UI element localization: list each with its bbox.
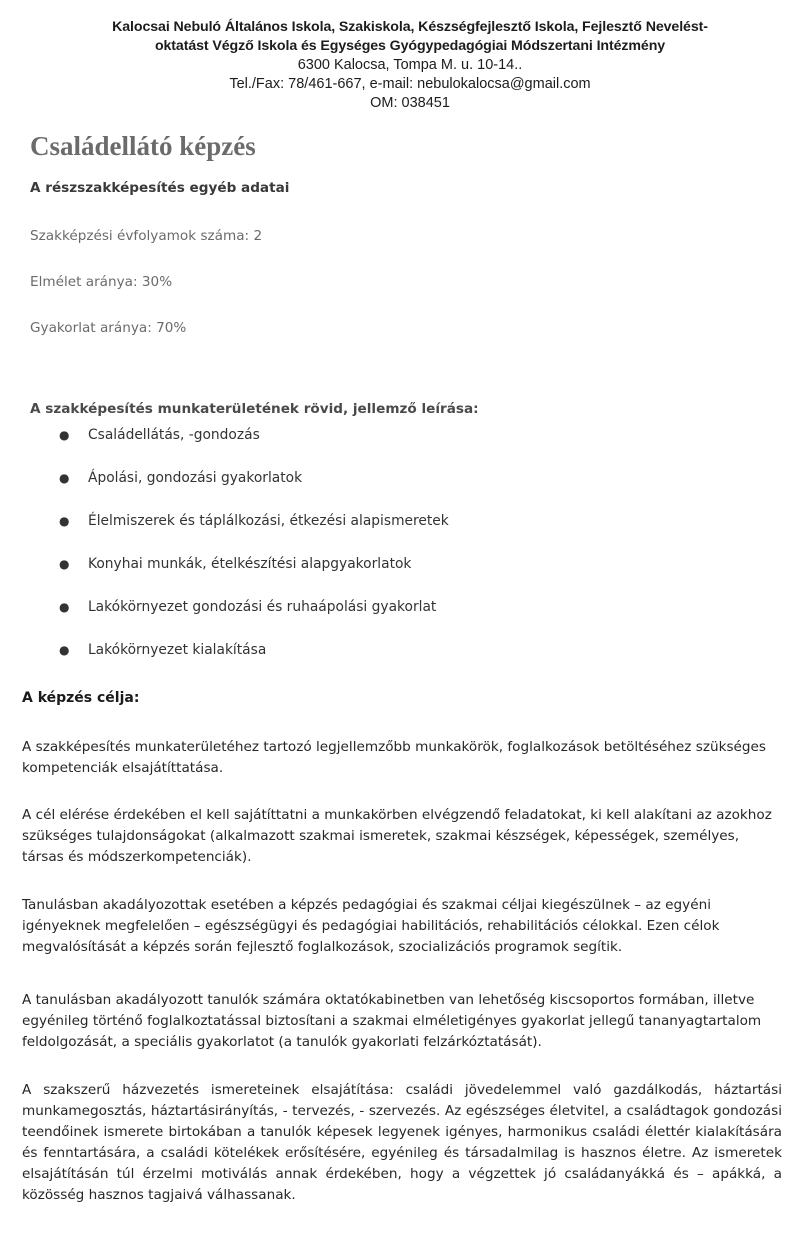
goal-paragraph-5: A szakszerű házvezetés ismereteinek elsajátítása: családi jövedelemmel való gazdálkodás, háztartási munkamegosztás, háztartásirányítás, - tervezés, - szervezés. Az egészséges életvitel, a családtagok gondozási teendőinek ismerete birtokában a tanulók képesek legyenek igényes, harmonikus családi élettér kialakítására és fenntartására, a családi kötelékek erősítésére, egyénileg és társadalmilag is hasznos életre. Az ismeretek elsajátításán túl érzelmi motiválás annak érdekében, hogy a végzettek jó családanyákká és – apákká, a közösség hasznos tagjaivá válhassanak. [22,1082,782,1203]
bullet-icon: ● [59,428,70,442]
detail-practice-ratio: Gyakorlat aránya: 70% [30,320,187,336]
bullet-icon: ● [59,600,70,614]
list-item: ● Ápolási, gondozási gyakorlatok [59,470,303,486]
goal-paragraph-1: A szakképesítés munkaterületéhez tartozó legjellemzőbb munkakörök, foglalkozások betöltéséhez szükséges kompetenciák elsajátíttatása. [22,739,766,776]
detail-theory-ratio: Elmélet aránya: 30% [30,274,173,290]
list-item: ● Élelmiszerek és táplálkozási, étkezési alapismeretek [59,513,449,529]
work-area-list [30,425,449,683]
goal-heading: A képzés célja: [22,690,140,706]
list-item: ● Családellátás, -gondozás [59,427,260,443]
goal-paragraph-4: A tanulásban akadályozott tanulók számára oktatókabinetben van lehetőség kiscsoportos formában, illetve egyénileg történő foglalkoztatással biztosítani a szakmai elméletigényes gyakorlat jellegű tananyagtartalom feldolgozását, a speciális gyakorlatot (a tanulók gyakorlati felzárkóztatását). [22,992,762,1050]
goal-paragraph-3: Tanulásban akadályozottak esetében a képzés pedagógiai és szakmai céljai kiegészülnek – az egyéni igényeknek megfelelően – egészségügyi és pedagógiai habilitációs, rehabilitációs célokkal. Ezen célok megvalósítását a képzés során fejlesztő foglalkozások, szocializációs programok segítik. [22,897,720,955]
bullet-icon: ● [59,643,70,657]
institution-om-id: OM: 038451 [370,95,450,111]
list-item: ● Lakókörnyezet kialakítása [59,642,267,658]
bullet-icon: ● [59,471,70,485]
institution-contact: Tel./Fax: 78/461-667, e-mail: nebulokalocsa@gmail.com [229,76,591,92]
institution-name-line2: oktatást Végző Iskola és Egységes Gyógypedagógiai Módszertani Intézmény [154,38,666,54]
bullet-icon: ● [59,557,70,571]
page-title: Családellátó képzés [30,131,256,161]
detail-years: Szakképzési évfolyamok száma: 2 [30,228,263,244]
work-area-heading: A szakképesítés munkaterületének rövid, jellemző leírása: [30,401,479,417]
goal-paragraph-2: A cél elérése érdekében el kell sajátíttatni a munkakörben elvégzendő feladatokat, ki kell alakítani az azokhoz szükséges tulajdonságokat (alkalmazott szakmai ismeretek, szakmai készségek, képességek, személyes, társas és módszerkompetenciák). [22,807,772,865]
document-header [30,18,790,113]
institution-address: 6300 Kalocsa, Tompa M. u. 10-14.. [297,57,523,73]
institution-name-line1: Kalocsai Nebuló Általános Iskola, Szakiskola, Készségfejlesztő Iskola, Fejlesztő Nevelést- [112,19,708,35]
list-item: ● Lakókörnyezet gondozási és ruhaápolási gyakorlat [59,599,437,615]
bullet-icon: ● [59,514,70,528]
list-item: ● Konyhai munkák, ételkészítési alapgyakorlatok [59,556,412,572]
details-heading: A részszakképesítés egyéb adatai [30,180,290,196]
